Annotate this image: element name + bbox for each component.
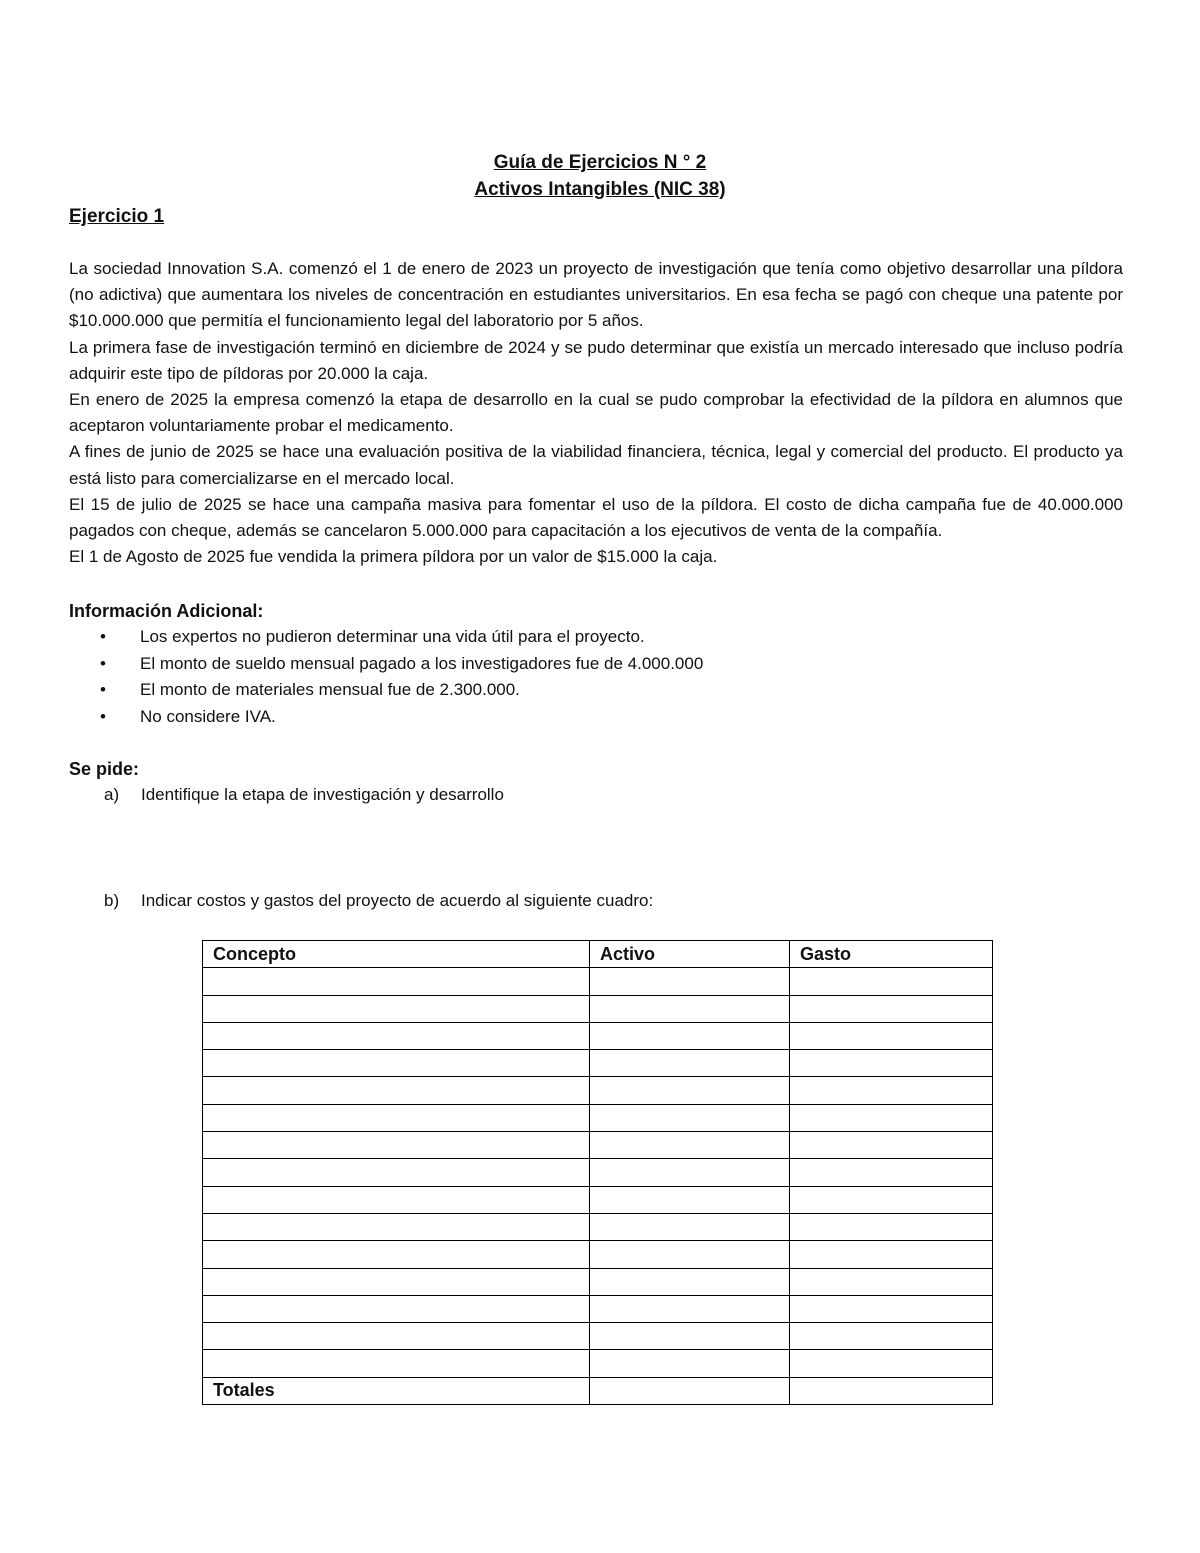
table-cell xyxy=(590,1295,790,1322)
table-row xyxy=(203,1213,993,1240)
table-cell xyxy=(590,1186,790,1213)
table-cell xyxy=(790,1050,993,1077)
table-cell xyxy=(790,1350,993,1377)
table-cell xyxy=(790,1132,993,1159)
question-text: Indicar costos y gastos del proyecto de acuerdo al siguiente cuadro: xyxy=(141,891,654,910)
table-row xyxy=(203,1132,993,1159)
bullet-icon: • xyxy=(100,653,106,673)
totals-label: Totales xyxy=(203,1377,590,1404)
column-header-activo: Activo xyxy=(590,941,790,968)
list-item: • El monto de sueldo mensual pagado a los investigadores fue de 4.000.000 xyxy=(100,651,703,678)
document-title: Guía de Ejercicios N ° 2 xyxy=(493,152,707,173)
table-row xyxy=(203,1241,993,1268)
table-cell xyxy=(590,1159,790,1186)
table-cell xyxy=(590,1050,790,1077)
table-row xyxy=(203,968,993,995)
table-cell xyxy=(203,1213,590,1240)
question-label: b) xyxy=(104,891,120,910)
table-row xyxy=(203,1159,993,1186)
list-item: • El monto de materiales mensual fue de 2.300.000. xyxy=(100,677,703,704)
table-cell xyxy=(203,1022,590,1049)
column-header-concepto: Concepto xyxy=(203,941,590,968)
list-item: • Los expertos no pudieron determinar una vida útil para el proyecto. xyxy=(100,624,703,651)
question-a xyxy=(104,782,504,808)
table-cell xyxy=(203,1323,590,1350)
table-cell xyxy=(590,968,790,995)
bullet-icon: • xyxy=(100,680,106,700)
questions-heading: Se pide: xyxy=(69,759,140,779)
table-body xyxy=(203,968,993,1405)
table-row xyxy=(203,1186,993,1213)
table-cell xyxy=(590,1350,790,1377)
paragraph: La primera fase de investigación terminó en diciembre de 2024 y se pudo determinar que existía un mercado interesado que incluso podría adquirir este tipo de píldoras por 20.000 la caja. xyxy=(69,337,1123,383)
table-cell xyxy=(790,1323,993,1350)
table-row xyxy=(203,1350,993,1377)
table-cell xyxy=(590,1104,790,1131)
table-header-row xyxy=(203,941,993,968)
table-cell xyxy=(790,995,993,1022)
table-cell xyxy=(790,1213,993,1240)
table-cell xyxy=(790,1295,993,1322)
table-row xyxy=(203,1022,993,1049)
table-cell xyxy=(590,1077,790,1104)
table-cell xyxy=(590,1213,790,1240)
table-cell xyxy=(203,1241,590,1268)
table-row xyxy=(203,1323,993,1350)
additional-info-list xyxy=(100,624,703,730)
table-row xyxy=(203,1295,993,1322)
table-cell xyxy=(590,1132,790,1159)
table-cell xyxy=(590,995,790,1022)
paragraph: En enero de 2025 la empresa comenzó la etapa de desarrollo en la cual se pudo comprobar la efectividad de la píldora en alumnos que aceptaron voluntariamente probar el medicamento. xyxy=(69,390,1123,436)
table-cell xyxy=(790,968,993,995)
table-row xyxy=(203,1050,993,1077)
table-cell xyxy=(203,995,590,1022)
table-cell xyxy=(790,1077,993,1104)
table-cell xyxy=(203,1186,590,1213)
table-cell xyxy=(203,968,590,995)
exercise-heading: Ejercicio 1 xyxy=(69,206,165,227)
table-cell xyxy=(790,1159,993,1186)
table-row xyxy=(203,1104,993,1131)
paragraph: La sociedad Innovation S.A. comenzó el 1 de enero de 2023 un proyecto de investigación que tenía como objetivo desarrollar una píldora (no adictiva) que aumentara los niveles de concentración en estudiantes universitarios. En esa fecha se pagó con cheque una patente por $10.000.000 que permitía el funcionamiento legal del laboratorio por 5 años. xyxy=(69,259,1123,331)
table-cell xyxy=(790,1241,993,1268)
table-cell xyxy=(203,1050,590,1077)
table-cell xyxy=(790,1022,993,1049)
list-item: • No considere IVA. xyxy=(100,704,703,731)
table-cell xyxy=(203,1159,590,1186)
column-header-gasto: Gasto xyxy=(790,941,993,968)
totals-row xyxy=(203,1377,993,1404)
table-cell xyxy=(790,1186,993,1213)
table-cell xyxy=(590,1241,790,1268)
question-b xyxy=(104,888,653,914)
table-cell xyxy=(203,1104,590,1131)
document-subtitle: Activos Intangibles (NIC 38) xyxy=(474,179,726,200)
table-cell xyxy=(203,1350,590,1377)
additional-info-heading: Información Adicional: xyxy=(69,601,264,621)
table-cell xyxy=(790,1104,993,1131)
paragraph: A fines de junio de 2025 se hace una evaluación positiva de la viabilidad financiera, técnica, legal y comercial del producto. El producto ya está listo para comercializarse en el mercado local. xyxy=(69,442,1123,488)
table-cell xyxy=(790,1268,993,1295)
question-text: Identifique la etapa de investigación y desarrollo xyxy=(141,785,504,804)
cost-expense-table xyxy=(202,940,993,1405)
table-cell xyxy=(590,1268,790,1295)
table-cell xyxy=(590,1022,790,1049)
bullet-icon: • xyxy=(100,627,106,646)
paragraph: El 1 de Agosto de 2025 fue vendida la primera píldora por un valor de $15.000 la caja. xyxy=(69,547,718,567)
table-cell xyxy=(790,1377,993,1404)
exercise-body xyxy=(69,256,1123,570)
table-cell xyxy=(203,1295,590,1322)
bullet-icon: • xyxy=(100,706,106,726)
paragraph: El 15 de julio de 2025 se hace una campaña masiva para fomentar el uso de la píldora. El costo de dicha campaña fue de 40.000.000 pagados con cheque, además se cancelaron 5.000.000 para capacitación a los ejecutivos de venta de la compañía. xyxy=(69,494,1123,541)
table-row xyxy=(203,1077,993,1104)
table-row xyxy=(203,1268,993,1295)
table-row xyxy=(203,995,993,1022)
table-cell xyxy=(203,1132,590,1159)
table-cell xyxy=(203,1077,590,1104)
table-cell xyxy=(203,1268,590,1295)
table-cell xyxy=(590,1377,790,1404)
table-cell xyxy=(590,1323,790,1350)
question-label: a) xyxy=(104,785,120,804)
